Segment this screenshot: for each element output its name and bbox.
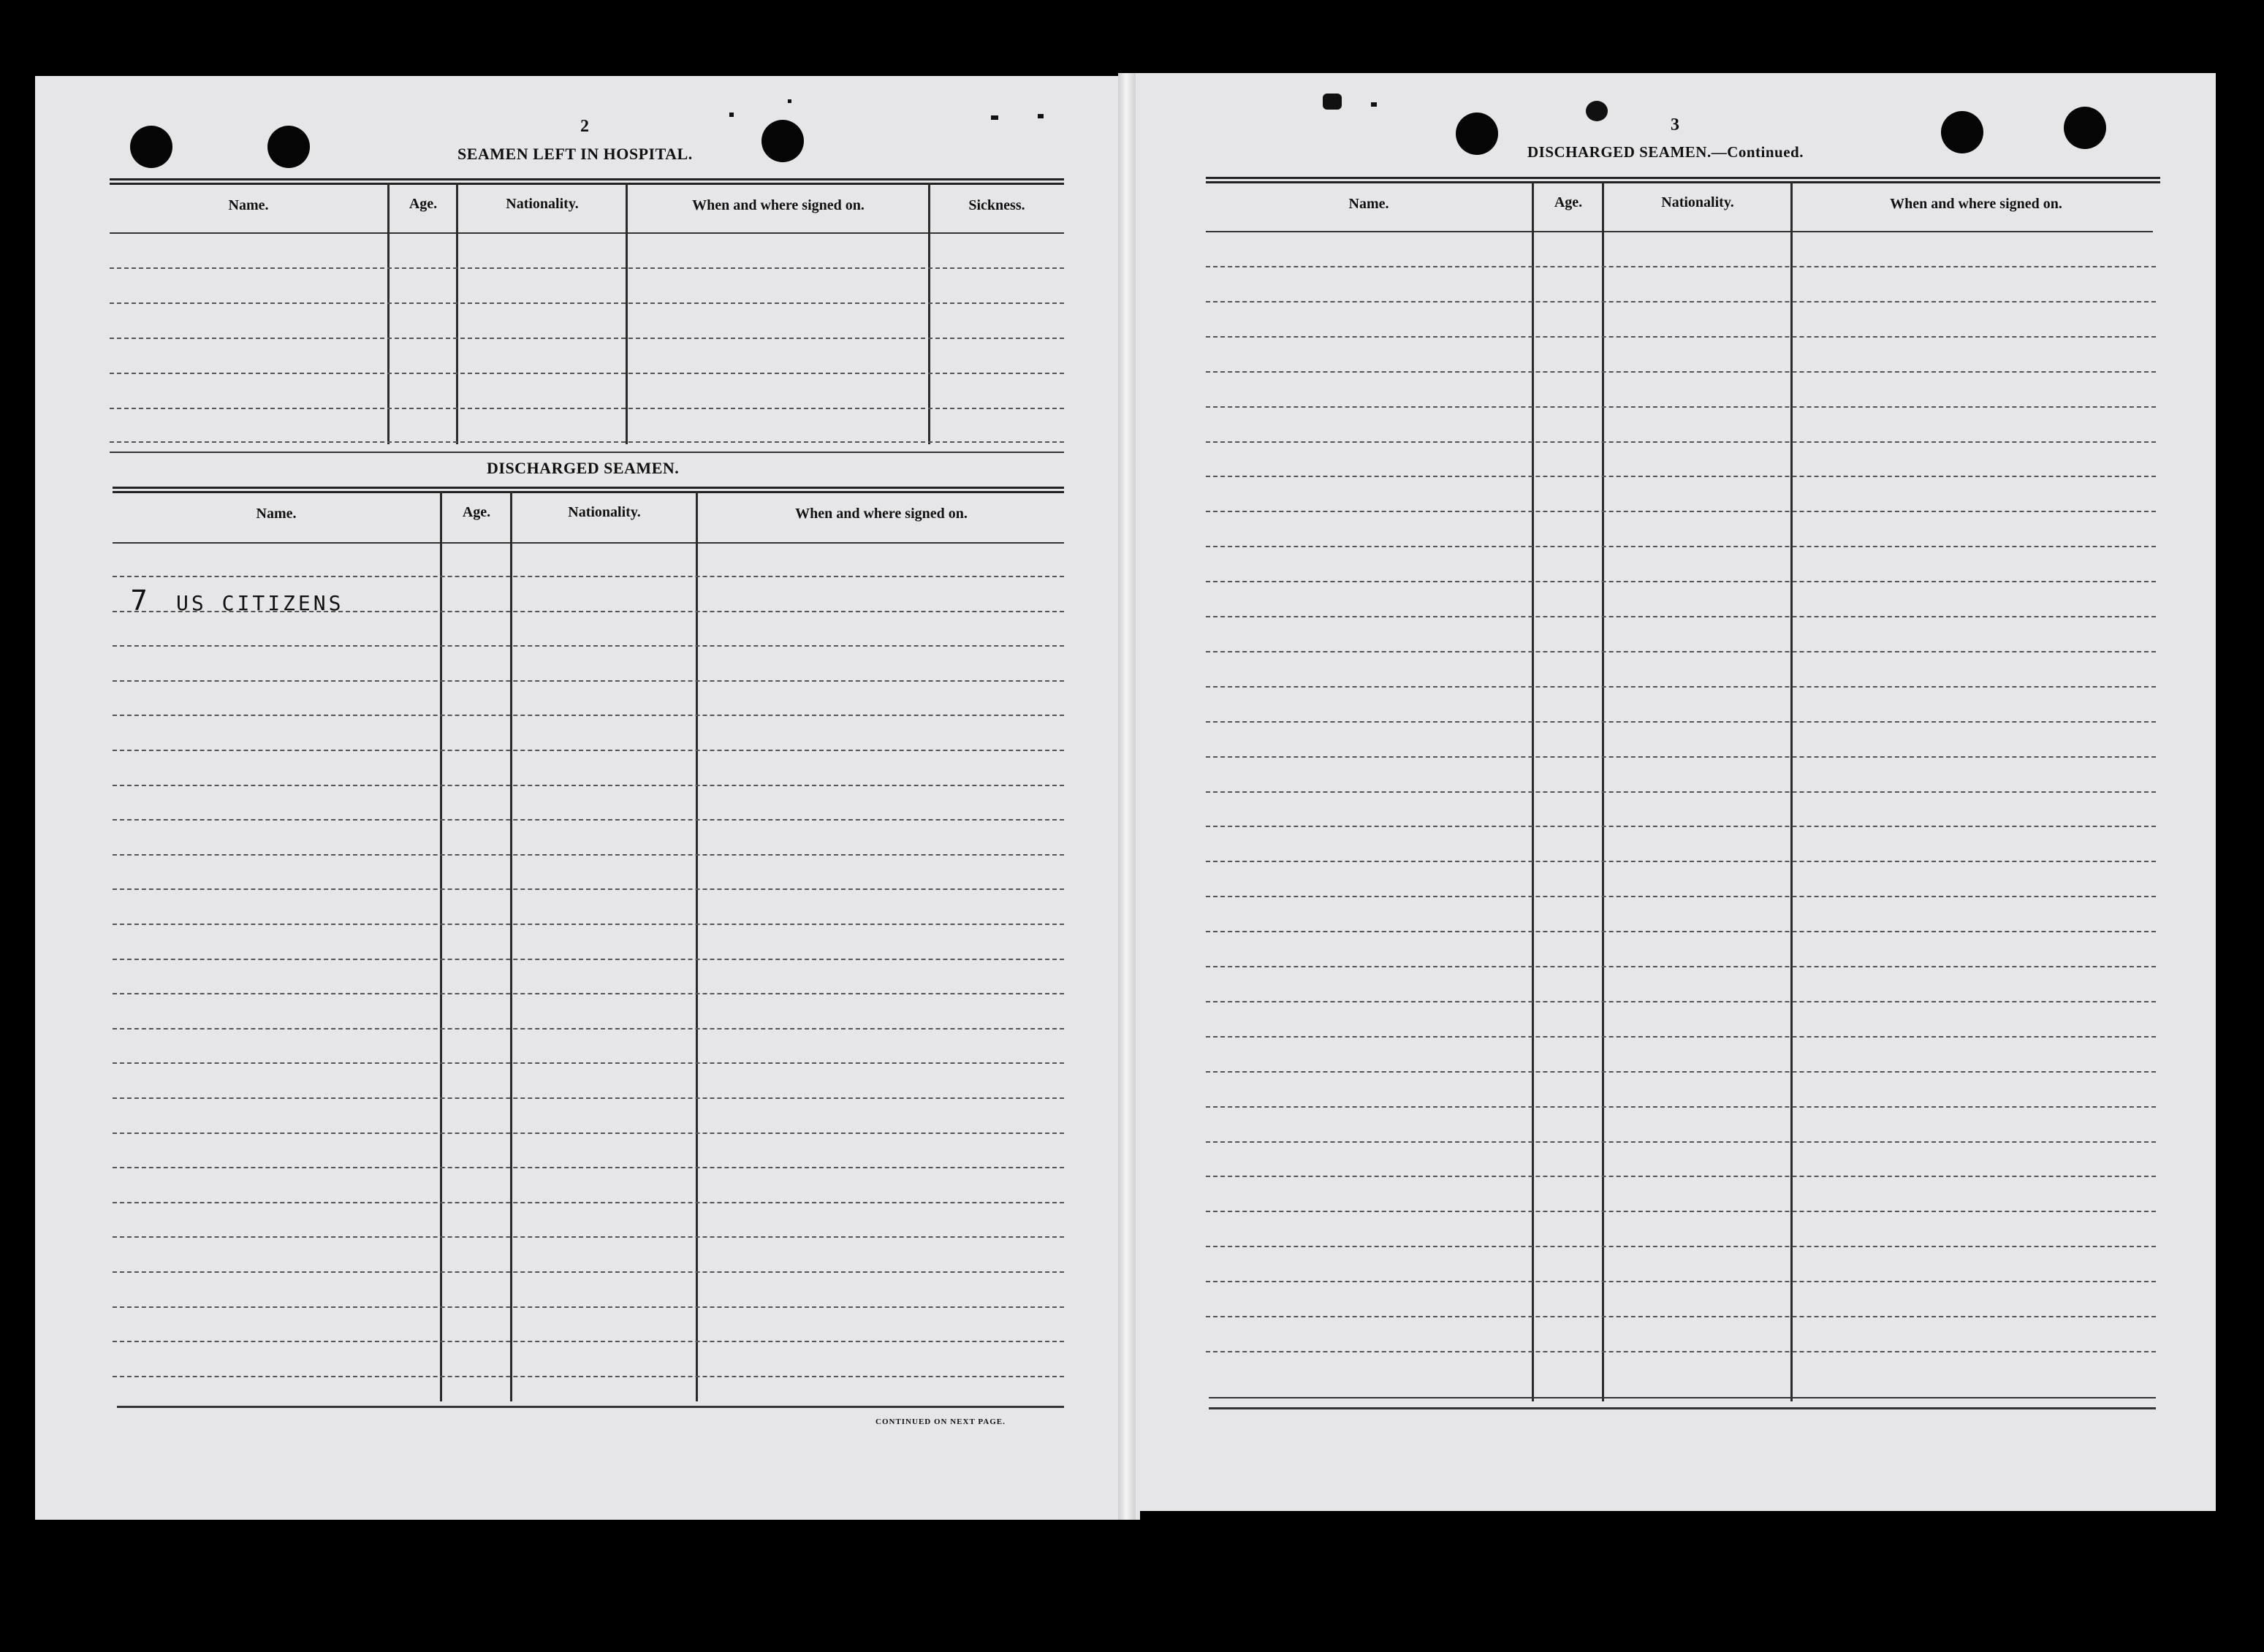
left-page-number: 2 — [580, 117, 589, 136]
punch-hole — [761, 120, 804, 162]
discharged-col-signed-on: When and where signed on. — [795, 506, 968, 522]
row-rule — [113, 750, 1064, 751]
row-rule — [1206, 1176, 2156, 1177]
row-rule — [1206, 581, 2156, 582]
punch-hole — [1941, 111, 1983, 153]
row-rule — [113, 924, 1064, 925]
row-rule — [1206, 1316, 2156, 1317]
entry-text: US CITIZENS — [176, 591, 344, 615]
row-rule — [1206, 1281, 2156, 1282]
hospital-col-name: Name. — [228, 197, 269, 213]
row-rule — [1206, 826, 2156, 827]
hospital-row — [110, 338, 1064, 339]
row-rule — [1206, 686, 2156, 688]
hospital-section-title: SEAMEN LEFT IN HOSPITAL. — [457, 145, 693, 163]
row-rule — [1206, 931, 2156, 932]
row-rule — [1206, 406, 2156, 408]
right-col-age: Age. — [1554, 194, 1583, 210]
row-rule — [113, 1376, 1064, 1377]
row-rule — [113, 715, 1064, 716]
right-page-number: 3 — [1671, 115, 1679, 134]
row-rule — [1206, 1351, 2156, 1352]
row-rule — [1206, 476, 2156, 477]
hospital-top-rule — [110, 178, 1064, 185]
row-rule — [113, 1202, 1064, 1203]
discharged-section-title: DISCHARGED SEAMEN. — [487, 459, 680, 477]
row-rule — [1206, 301, 2156, 302]
row-rule — [1206, 1001, 2156, 1002]
punch-hole — [267, 126, 310, 168]
row-rule — [1206, 861, 2156, 862]
row-rule — [113, 1306, 1064, 1308]
row-rule — [1206, 1071, 2156, 1073]
row-rule — [1206, 1246, 2156, 1247]
row-rule — [1206, 756, 2156, 758]
row-rule — [113, 785, 1064, 786]
page-gutter — [1118, 73, 1136, 1520]
right-top-rule — [1206, 177, 2160, 183]
row-rule — [1206, 1141, 2156, 1143]
row-rule — [1206, 651, 2156, 652]
row-rule — [1206, 791, 2156, 793]
hospital-row — [110, 373, 1064, 374]
discharged-col-age: Age. — [462, 504, 491, 520]
row-rule — [113, 611, 1064, 612]
right-col-nationality: Nationality. — [1661, 194, 1734, 210]
continued-footer: CONTINUED ON NEXT PAGE. — [875, 1417, 1006, 1426]
row-rule — [113, 854, 1064, 856]
right-bottom-rule — [1209, 1397, 2156, 1398]
discharged-col-nationality: Nationality. — [568, 504, 641, 520]
row-rule — [113, 888, 1064, 890]
row-rule — [113, 1271, 1064, 1273]
discharged-col-name: Name. — [256, 506, 297, 522]
row-rule — [113, 1028, 1064, 1029]
row-rule — [113, 680, 1064, 682]
punch-hole — [130, 126, 172, 168]
row-rule — [113, 1236, 1064, 1238]
hospital-row — [110, 408, 1064, 409]
row-rule — [1206, 546, 2156, 547]
row-rule — [1206, 336, 2156, 338]
hospital-col-sickness: Sickness. — [968, 197, 1025, 213]
row-rule — [113, 576, 1064, 577]
row-rule — [1206, 966, 2156, 967]
hospital-header-rule — [110, 232, 1064, 234]
hospital-row — [110, 441, 1064, 443]
row-rule — [1206, 616, 2156, 617]
left-page — [35, 76, 1140, 1520]
hospital-row — [110, 302, 1064, 304]
hospital-row — [110, 267, 1064, 269]
row-rule — [1206, 266, 2156, 267]
discharged-bottom-rule — [117, 1406, 1064, 1408]
row-rule — [1206, 371, 2156, 373]
row-rule — [1206, 1106, 2156, 1108]
row-rule — [113, 1133, 1064, 1134]
row-rule — [1206, 1036, 2156, 1038]
row-rule — [113, 1341, 1064, 1342]
right-col-signed-on: When and where signed on. — [1890, 196, 2062, 212]
row-rule — [113, 993, 1064, 994]
row-rule — [113, 1062, 1064, 1064]
discharged-top-rule — [113, 487, 1064, 493]
row-rule — [1206, 511, 2156, 512]
row-rule — [1206, 1211, 2156, 1212]
row-rule — [113, 645, 1064, 647]
right-section-title: DISCHARGED SEAMEN.—Continued. — [1527, 143, 1804, 161]
row-rule — [113, 1097, 1064, 1099]
entry-count: 7 — [130, 585, 148, 617]
row-rule — [1206, 721, 2156, 723]
hospital-col-nationality: Nationality. — [506, 196, 579, 212]
punch-hole — [1456, 113, 1498, 155]
right-col-name: Name. — [1348, 196, 1389, 212]
row-rule — [113, 959, 1064, 960]
discharged-header-rule — [113, 542, 1064, 544]
hospital-col-age: Age. — [409, 196, 438, 212]
row-rule — [1206, 441, 2156, 443]
row-rule — [113, 1167, 1064, 1168]
row-rule — [113, 819, 1064, 821]
punch-hole — [2064, 107, 2106, 149]
row-rule — [1206, 896, 2156, 897]
hospital-col-signed-on: When and where signed on. — [692, 197, 865, 213]
right-header-rule — [1206, 231, 2153, 232]
